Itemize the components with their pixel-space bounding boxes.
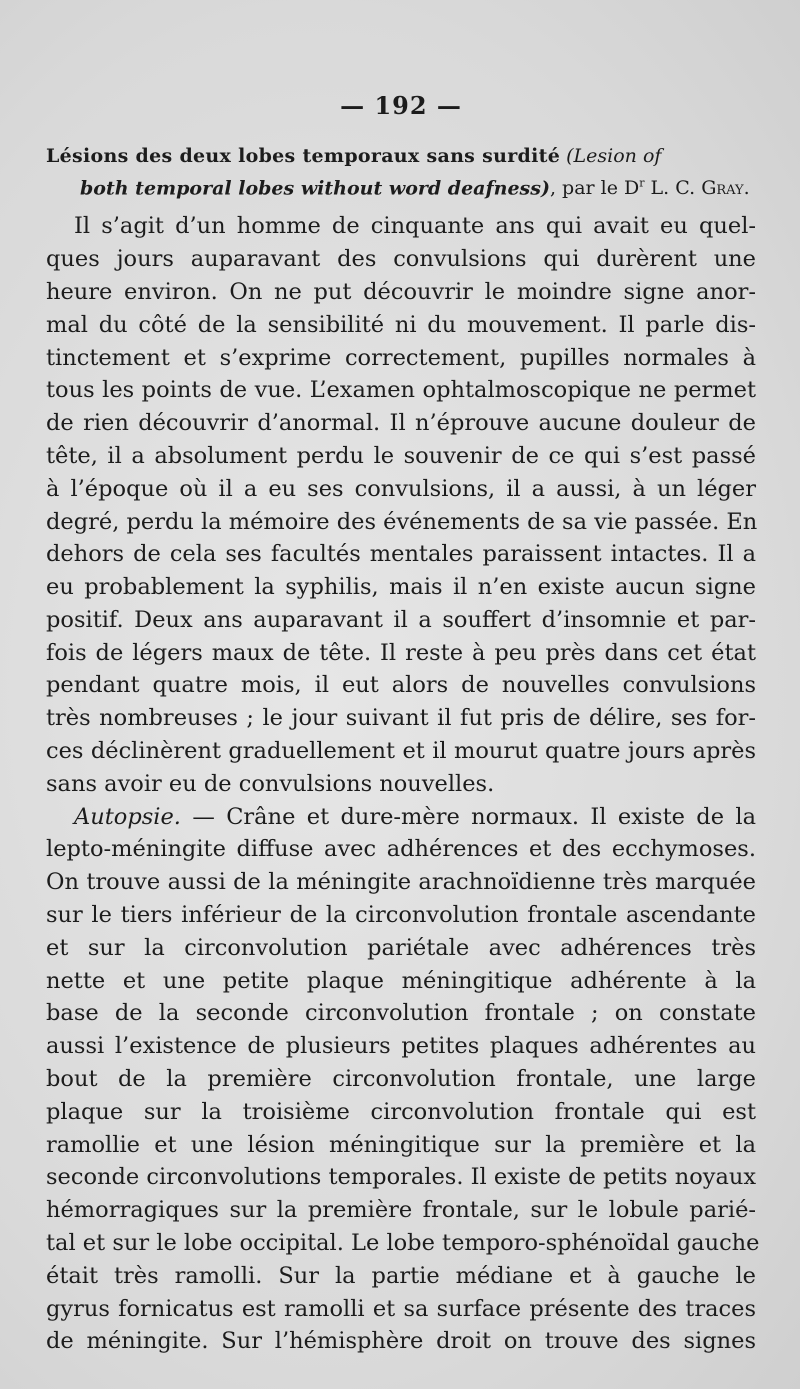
paragraph-line: tête, il a absolument perdu le souvenir de ce qui s’est passé: [46, 442, 756, 469]
heading-author: [550, 177, 750, 199]
paragraph-line: de méningite. Sur l’hémisphère droit on trouve des signes: [46, 1328, 756, 1355]
paragraph-line: hémorragiques sur la première frontale, sur le lobule parié-: [46, 1197, 756, 1224]
paragraph-line: ques jours auparavant des convulsions qui durèrent une: [46, 246, 756, 273]
paragraph-line: très nombreuses ; le jour suivant il fut pris de délire, ses for-: [46, 705, 756, 732]
paragraph-line: à l’époque où il a eu ses convulsions, il a aussi, à un léger: [46, 475, 756, 502]
paragraph-line: sur le tiers inférieur de la circonvolution frontale ascendante: [46, 902, 756, 929]
paragraph-line: base de la seconde circonvolution frontale ; on constate: [46, 1000, 756, 1027]
autopsy-first-line-rest: — Crâne et dure-mère normaux. Il existe de la: [180, 803, 756, 830]
paragraph-line: était très ramolli. Sur la partie médiane et à gauche le: [46, 1262, 756, 1289]
paragraph-line: et sur la circonvolution pariétale avec adhérences très: [46, 934, 756, 961]
heading-english-open: (Lesion of: [566, 145, 662, 167]
heading-second-line: [46, 170, 756, 202]
author-name: L. C. Gray.: [644, 177, 750, 200]
paragraph-line: [46, 801, 756, 834]
paragraph-line: seconde circonvolutions temporales. Il existe de petits noyaux: [46, 1164, 757, 1191]
page-number: — 192 —: [340, 91, 462, 120]
paragraph-line: tous les points de vue. L’examen ophtalmoscopique ne permet: [46, 377, 756, 404]
paragraph-line: sans avoir eu de convulsions nouvelles.: [46, 770, 495, 797]
paragraph-line: lepto-méningite diffuse avec adhérences et des ecchymoses.: [46, 836, 756, 863]
paragraph-line: de rien découvrir d’anormal. Il n’éprouve aucune douleur de: [46, 410, 756, 437]
paragraph-line: positif. Deux ans auparavant il a souffert d’insomnie et par-: [46, 606, 756, 633]
paragraph-line: fois de légers maux de tête. Il reste à peu près dans cet état: [46, 639, 756, 666]
paragraph-line: dehors de cela ses facultés mentales paraissent intactes. Il a: [46, 541, 756, 568]
paragraph-line: On trouve aussi de la méningite arachnoïdienne très marquée: [46, 869, 756, 896]
heading-english-title: both temporal lobes without word deafness): [80, 177, 550, 200]
author-sup: r: [639, 177, 645, 190]
paragraph-line: pendant quatre mois, il eut alors de nouvelles convulsions: [46, 672, 756, 699]
paragraph-case-history: [46, 210, 756, 800]
paragraph-line: heure environ. On ne put découvrir le moindre signe anor-: [46, 278, 756, 305]
paragraph-line: Il s’agit d’un homme de cinquante ans qui avait eu quel-: [74, 213, 756, 240]
article-heading: [46, 142, 756, 202]
paragraph-autopsy: [46, 801, 760, 1359]
paragraph-line: eu probablement la syphilis, mais il n’en existe aucun signe: [46, 574, 756, 601]
paragraph-line: aussi l’existence de plusieurs petites plaques adhérentes au: [46, 1033, 756, 1060]
paragraph-line: nette et une petite plaque méningitique adhérente à la: [46, 967, 756, 994]
autopsy-lead: Autopsie.: [74, 803, 181, 830]
author-prefix: , par le D: [549, 177, 640, 200]
paragraph-line: tinctement et s’exprime correctement, pupilles normales à: [46, 344, 756, 371]
paragraph-line: mal du côté de la sensibilité ni du mouvement. Il parle dis-: [46, 311, 756, 338]
paragraph-line: bout de la première circonvolution frontale, une large: [46, 1066, 756, 1093]
paragraph-line: plaque sur la troisième circonvolution frontale qui est: [46, 1098, 756, 1125]
paragraph-line: gyrus fornicatus est ramolli et sa surface présente des traces: [46, 1295, 756, 1322]
paragraph-line: tal et sur le lobe occipital. Le lobe temporo-sphénoïdal gauche: [46, 1230, 760, 1257]
paragraph-line: ramollie et une lésion méningitique sur la première et la: [46, 1131, 756, 1158]
paragraph-line: ces déclinèrent graduellement et il mourut quatre jours après: [46, 738, 756, 765]
heading-title: Lésions des deux lobes temporaux sans surdité: [46, 145, 561, 167]
paragraph-line: degré, perdu la mémoire des événements de sa vie passée. En: [46, 508, 758, 535]
